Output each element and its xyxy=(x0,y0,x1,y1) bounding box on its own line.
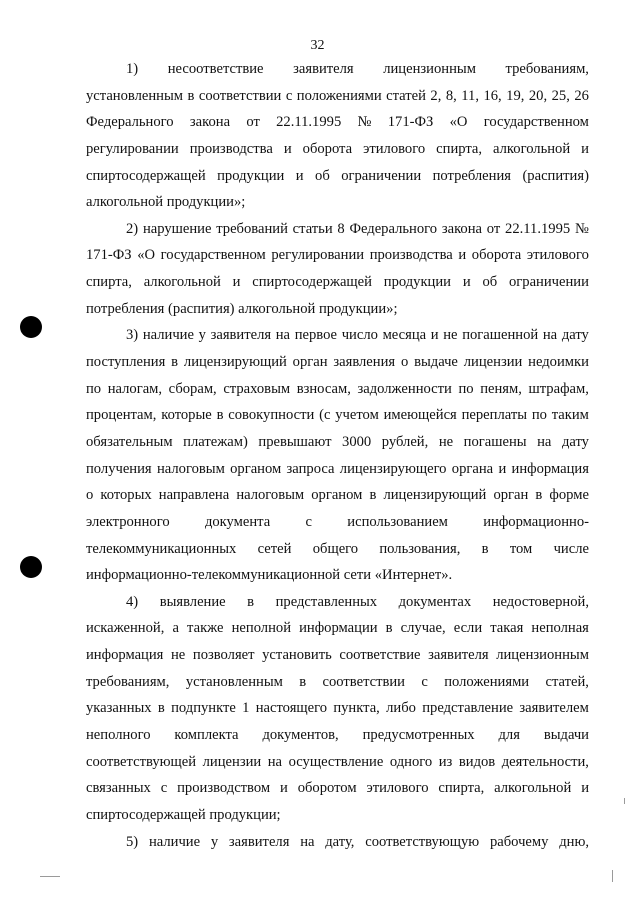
word: № xyxy=(357,114,372,131)
word: по xyxy=(86,380,102,397)
word: получения xyxy=(86,460,152,477)
word: имеющейся xyxy=(383,407,457,424)
word: лицензии xyxy=(202,753,262,770)
word: подпункте xyxy=(171,700,236,717)
word: и xyxy=(498,460,507,477)
word: закона xyxy=(189,114,231,131)
word: 171-ФЗ xyxy=(86,247,132,264)
word: продукции xyxy=(383,274,451,291)
word: по xyxy=(458,380,474,397)
word: документов, xyxy=(262,727,339,744)
word: форме xyxy=(549,487,589,504)
word: налогам, xyxy=(107,380,163,397)
word: спирта, xyxy=(86,274,132,291)
word: орган xyxy=(292,354,328,371)
word: учетом xyxy=(335,407,379,424)
word: у xyxy=(210,833,219,850)
word: установить xyxy=(262,647,332,664)
word: в xyxy=(247,593,255,610)
word: регулировании xyxy=(86,140,179,157)
text-line xyxy=(86,642,589,669)
text-line xyxy=(86,536,589,563)
word: лицензирующего xyxy=(339,460,447,477)
word: дату, xyxy=(325,833,355,850)
text-line xyxy=(86,482,589,509)
word: погашены xyxy=(463,433,527,450)
word: для xyxy=(498,727,520,744)
word: в xyxy=(171,354,179,371)
word: платежам) xyxy=(183,433,248,450)
word: оборотом xyxy=(297,780,357,797)
word: оборота xyxy=(302,140,353,157)
word: числе xyxy=(553,540,589,557)
word: 11, xyxy=(461,87,479,104)
word: ограничении xyxy=(341,167,422,184)
word: совокупности xyxy=(228,407,315,424)
word: 3) xyxy=(126,327,139,344)
text-line xyxy=(86,615,589,642)
text-line xyxy=(86,829,589,856)
word: заявителя xyxy=(210,327,272,344)
word: настоящего xyxy=(255,700,328,717)
word: недостоверной, xyxy=(492,593,589,610)
word: соответствующую xyxy=(365,833,480,850)
word: сетей xyxy=(257,540,292,557)
text-line xyxy=(86,775,589,802)
word: 25, xyxy=(551,87,570,104)
text-line: информационно-телекоммуникационной сети «Интернет». xyxy=(86,567,453,584)
word: не xyxy=(438,433,454,450)
word: взносам, xyxy=(296,380,351,397)
word: которых xyxy=(100,487,152,504)
text-line: алкогольной продукции»; xyxy=(86,194,246,211)
word: этилового xyxy=(363,140,426,157)
word: установленным xyxy=(86,87,184,104)
word: на xyxy=(300,833,315,850)
word: наличие xyxy=(142,327,194,344)
word: нарушение xyxy=(142,220,212,237)
word: телекоммуникационных xyxy=(86,540,237,557)
word: случае, xyxy=(400,620,446,637)
word: либо xyxy=(386,700,416,717)
word: положениями xyxy=(296,87,382,104)
word: на xyxy=(542,327,558,344)
word: не xyxy=(171,647,186,664)
word: документах xyxy=(398,593,472,610)
word: информация xyxy=(86,647,164,664)
word: 2) xyxy=(126,220,139,237)
text-line xyxy=(86,322,589,349)
word: и xyxy=(232,274,241,291)
word: дню, xyxy=(559,833,589,850)
text-line xyxy=(86,456,589,483)
word: использованием xyxy=(347,513,448,530)
word: и xyxy=(283,140,292,157)
word: 8, xyxy=(445,87,457,104)
word: соответствии xyxy=(198,87,282,104)
word: процентам, xyxy=(86,407,157,424)
word: требованиям, xyxy=(505,61,589,77)
word: 2, xyxy=(430,87,442,104)
word: первое xyxy=(294,327,338,344)
word: документа xyxy=(204,513,271,530)
word: не xyxy=(443,327,458,344)
word: положениями xyxy=(444,673,530,690)
word: у xyxy=(198,327,206,344)
word: Федерального xyxy=(349,220,438,237)
word: пункта, xyxy=(333,700,380,717)
word: рабочему xyxy=(489,833,549,850)
word: 1) xyxy=(126,61,139,77)
word: с xyxy=(160,780,168,797)
scan-mark xyxy=(612,870,613,882)
word: пеням, xyxy=(480,380,522,397)
word: 22.11.1995 xyxy=(276,114,342,131)
word: на xyxy=(267,753,283,770)
word: лицензии xyxy=(463,354,523,371)
word: налоговым xyxy=(156,460,225,477)
word: 19, xyxy=(506,87,525,104)
word: из xyxy=(438,753,453,770)
word: осуществление xyxy=(288,753,384,770)
word: в xyxy=(157,700,165,717)
word: а xyxy=(172,620,179,637)
word: указанных xyxy=(86,700,152,717)
word: месяца xyxy=(382,327,427,344)
word: о xyxy=(86,487,94,504)
word: выявление xyxy=(159,593,226,610)
scan-mark xyxy=(624,798,625,804)
word: и xyxy=(430,327,439,344)
text-line: спиртосодержащей продукции; xyxy=(86,806,281,823)
word: требований xyxy=(216,220,288,237)
text-line xyxy=(86,349,589,376)
word: заявителя xyxy=(228,833,290,850)
text-line xyxy=(86,695,589,722)
word: штрафам, xyxy=(528,380,589,397)
punch-hole xyxy=(20,316,42,338)
word: заявления xyxy=(333,354,396,371)
word: от xyxy=(246,114,260,131)
text-line xyxy=(86,136,589,163)
word: производства xyxy=(189,140,273,157)
text-line xyxy=(86,722,589,749)
word: спиртосодержащей xyxy=(252,274,372,291)
word: налоговым xyxy=(236,487,305,504)
word: если xyxy=(453,620,483,637)
word: рублей, xyxy=(381,433,429,450)
text-line xyxy=(86,163,589,190)
word: задолженности xyxy=(357,380,452,397)
text-line xyxy=(86,269,589,296)
word: об xyxy=(482,274,498,291)
word: сборам, xyxy=(168,380,217,397)
word: (с xyxy=(319,407,331,424)
word: ограничении xyxy=(508,274,589,291)
word: органом xyxy=(230,460,282,477)
word: 26 xyxy=(574,87,589,104)
text-line xyxy=(86,242,589,269)
word: информация xyxy=(511,460,589,477)
text-line xyxy=(86,429,589,456)
word: в xyxy=(385,620,393,637)
punch-hole xyxy=(20,556,42,578)
word: спирта, xyxy=(436,140,483,157)
word: позволяет xyxy=(192,647,255,664)
word: в xyxy=(535,487,543,504)
word: алкогольной xyxy=(494,780,572,797)
word: производства xyxy=(369,247,453,264)
word: заявителем xyxy=(519,700,589,717)
word: (распития) xyxy=(522,167,589,184)
word: также xyxy=(187,620,224,637)
word: и xyxy=(295,167,304,184)
word: погашенной xyxy=(462,327,539,344)
word: с xyxy=(305,513,312,530)
word: видов xyxy=(458,753,496,770)
word: соответствие xyxy=(339,647,421,664)
word: 5) xyxy=(126,833,139,850)
word: наличие xyxy=(148,833,201,850)
word: том xyxy=(509,540,533,557)
word: алкогольной xyxy=(493,140,571,157)
word: и xyxy=(280,780,288,797)
text-line xyxy=(86,749,589,776)
word: и xyxy=(462,274,471,291)
word: органом xyxy=(311,487,363,504)
word: продукции xyxy=(217,167,285,184)
word: от xyxy=(486,220,501,237)
word: закона xyxy=(441,220,483,237)
word: 16, xyxy=(483,87,502,104)
word: соответствующей xyxy=(86,753,197,770)
word: недоимки xyxy=(528,354,589,371)
word: и xyxy=(458,247,467,264)
word: с xyxy=(285,87,293,104)
text-line xyxy=(86,216,589,243)
word: алкогольной xyxy=(143,274,221,291)
word: комплекта xyxy=(174,727,239,744)
word: пользования, xyxy=(379,540,461,557)
word: таким xyxy=(551,407,589,424)
word: оборота xyxy=(471,247,522,264)
word: производством xyxy=(177,780,271,797)
word: на xyxy=(537,433,552,450)
word: органа xyxy=(451,460,494,477)
word: требованиям, xyxy=(86,673,170,690)
word: представленных xyxy=(275,593,378,610)
word: в xyxy=(369,487,377,504)
word: число xyxy=(341,327,378,344)
word: информации xyxy=(299,620,378,637)
word: о xyxy=(400,354,409,371)
word: 22.11.1995 xyxy=(505,220,571,237)
word: статей, xyxy=(545,673,589,690)
word: на xyxy=(275,327,291,344)
word: 20, xyxy=(528,87,548,104)
word: и xyxy=(581,140,589,157)
word: с xyxy=(421,673,428,690)
word: «О xyxy=(449,114,468,131)
word: 171-ФЗ xyxy=(387,114,434,131)
word: государственном xyxy=(160,247,266,264)
word: соответствии xyxy=(322,673,405,690)
word: в xyxy=(299,673,307,690)
word: поступления xyxy=(86,354,166,371)
word: этилового xyxy=(526,247,589,264)
word: общего xyxy=(312,540,359,557)
word: такая xyxy=(490,620,524,637)
word: в xyxy=(187,87,195,104)
word: представление xyxy=(422,700,514,717)
word: связанных xyxy=(86,780,151,797)
word: спирта, xyxy=(438,780,485,797)
word: заявителя xyxy=(293,61,354,77)
word: предусмотренных xyxy=(362,727,475,744)
word: лицензирующий xyxy=(383,487,487,504)
word: государственном xyxy=(483,114,589,131)
text-line: потребления (распития) алкогольной продукции»; xyxy=(86,300,398,317)
word: лицензирующий xyxy=(183,354,287,371)
text-line xyxy=(86,56,589,83)
word: превышают xyxy=(258,433,332,450)
word: 1 xyxy=(242,700,250,717)
word: направлена xyxy=(158,487,230,504)
word: выдачи xyxy=(543,727,589,744)
word: 8 xyxy=(337,220,345,237)
word: регулировании xyxy=(271,247,365,264)
document-body xyxy=(86,56,589,855)
scan-mark xyxy=(40,876,60,877)
word: дату xyxy=(561,327,589,344)
word: неполной xyxy=(231,620,292,637)
word: одного xyxy=(389,753,433,770)
word: статей xyxy=(386,87,426,104)
word: орган xyxy=(493,487,529,504)
text-line xyxy=(86,109,589,136)
word: и xyxy=(581,780,589,797)
word: переплаты xyxy=(461,407,528,424)
word: «О xyxy=(137,247,156,264)
word: спиртосодержащей xyxy=(86,167,206,184)
word: Федерального xyxy=(86,114,174,131)
word: в xyxy=(216,407,224,424)
word: которые xyxy=(161,407,212,424)
word: запроса xyxy=(286,460,335,477)
text-line xyxy=(86,509,589,536)
word: 4) xyxy=(126,593,139,610)
word: информационно- xyxy=(483,513,589,530)
word: дату xyxy=(561,433,589,450)
text-line xyxy=(86,376,589,403)
word: искаженной, xyxy=(86,620,165,637)
text-line xyxy=(86,669,589,696)
word: потребления xyxy=(432,167,511,184)
page-number: 32 xyxy=(310,38,325,53)
word: в xyxy=(481,540,489,557)
word: № xyxy=(574,220,589,237)
word: 3000 xyxy=(342,433,372,450)
word: этилового xyxy=(366,780,429,797)
word: заявителя xyxy=(428,647,489,664)
word: страховым xyxy=(223,380,291,397)
word: установленным xyxy=(185,673,283,690)
word: лицензионным xyxy=(496,647,589,664)
word: об xyxy=(315,167,330,184)
word: обязательным xyxy=(86,433,173,450)
word: неполная xyxy=(531,620,589,637)
word: лицензионным xyxy=(383,61,476,77)
word: несоответствие xyxy=(167,61,264,77)
word: выдаче xyxy=(414,354,458,371)
word: электронного xyxy=(86,513,170,530)
text-line xyxy=(86,402,589,429)
word: неполного xyxy=(86,727,151,744)
word: деятельности, xyxy=(501,753,589,770)
text-line xyxy=(86,589,589,616)
word: по xyxy=(531,407,547,424)
text-line xyxy=(86,83,589,110)
word: статьи xyxy=(292,220,333,237)
